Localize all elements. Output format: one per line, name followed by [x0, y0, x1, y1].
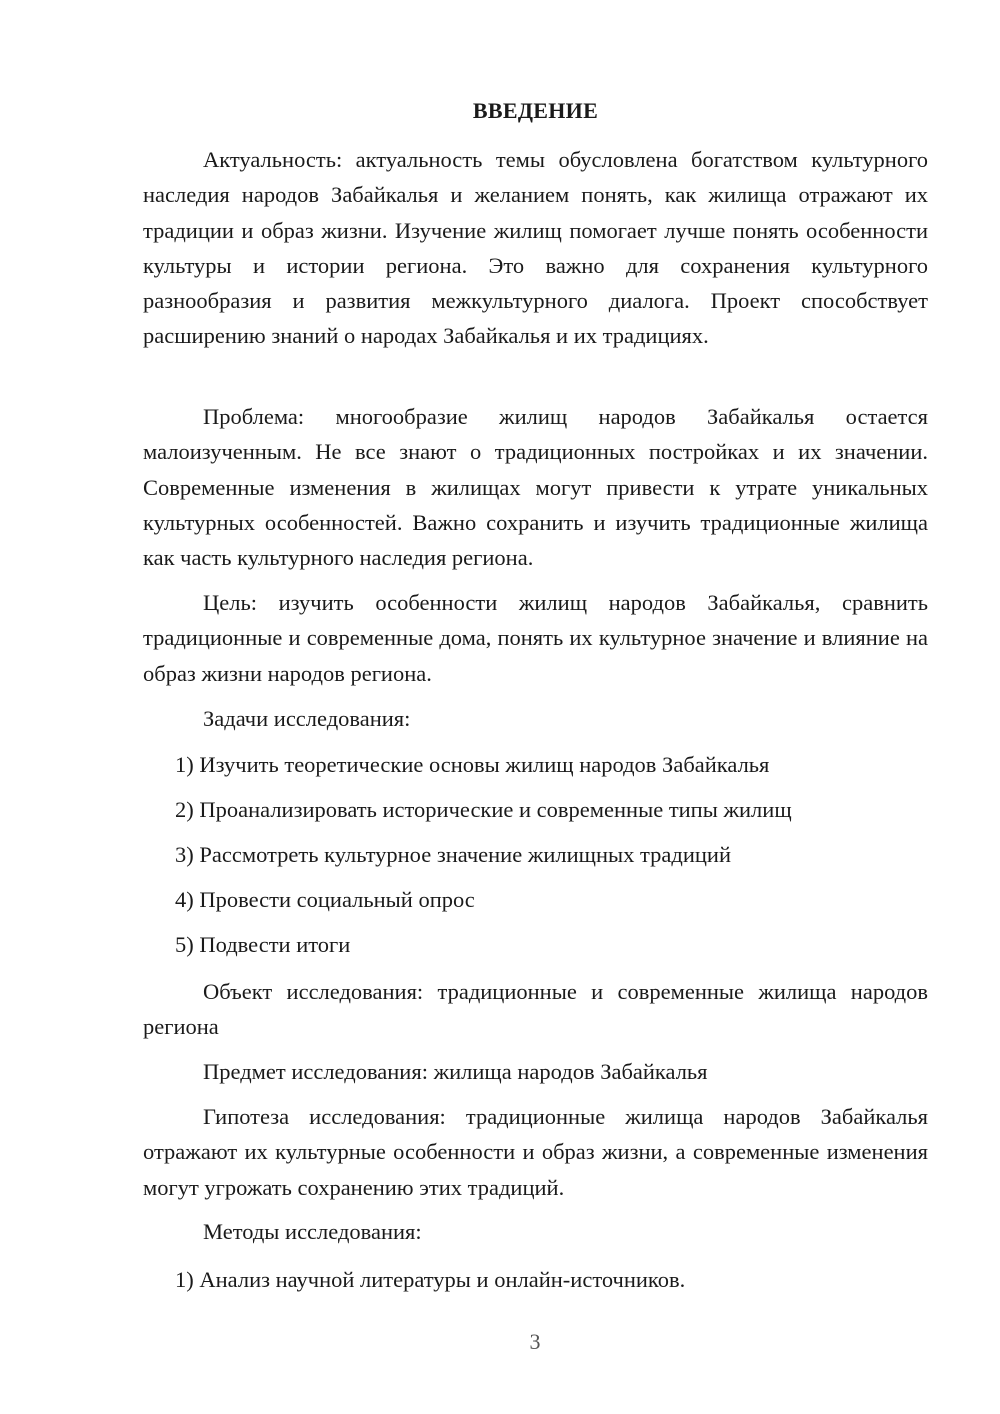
tasks-heading: Задачи исследования: [203, 706, 411, 731]
method-item-1: 1) Анализ научной литературы и онлайн-источников. [175, 1267, 686, 1292]
goal-paragraph: Цель: изучить особенности жилищ народов Забайкалья, сравнить традиционные и современные дома, понять их культурное значение и влияние на образ жизни народов региона. [143, 590, 928, 686]
task-item-1: 1) Изучить теоретические основы жилищ народов Забайкалья [175, 752, 770, 777]
methods-heading: Методы исследования: [203, 1219, 422, 1244]
page-title: ВВЕДЕНИЕ [472, 98, 599, 123]
hypothesis-paragraph: Гипотеза исследования: традиционные жилища народов Забайкалья отражают их культурные особенности и образ жизни, а современные изменения могут угрожать сохранению этих традиций. [143, 1104, 928, 1200]
task-item-2: 2) Проанализировать исторические и современные типы жилищ [175, 797, 792, 822]
problem-paragraph: Проблема: многообразие жилищ народов Забайкалья остается малоизученным. Не все знают о традиционных постройках и их значении. Современные изменения в жилищах могут привести к утрате уникальных культурных особенностей. Важно сохранить и изучить традиционные жилища как часть культурного наследия региона. [143, 404, 928, 571]
relevance-paragraph: Актуальность: актуальность темы обусловлена богатством культурного наследия народов Забайкалья и желанием понять, как жилища отражают их традиции и образ жизни. Изучение жилищ помогает лучше понять особенности культуры и истории региона. Это важно для сохранения культурного разнообразия и развития межкультурного диалога. Проект способствует расширению знаний о народах Забайкалья и их традициях. [143, 147, 928, 349]
task-item-4: 4) Провести социальный опрос [175, 887, 475, 912]
task-item-5: 5) Подвести итоги [175, 932, 351, 957]
task-item-3: 3) Рассмотреть культурное значение жилищных традиций [175, 842, 731, 867]
object-paragraph: Объект исследования: традиционные и современные жилища народов региона [143, 979, 928, 1040]
subject-line: Предмет исследования: жилища народов Забайкалья [203, 1059, 708, 1084]
page-number: 3 [529, 1329, 541, 1354]
